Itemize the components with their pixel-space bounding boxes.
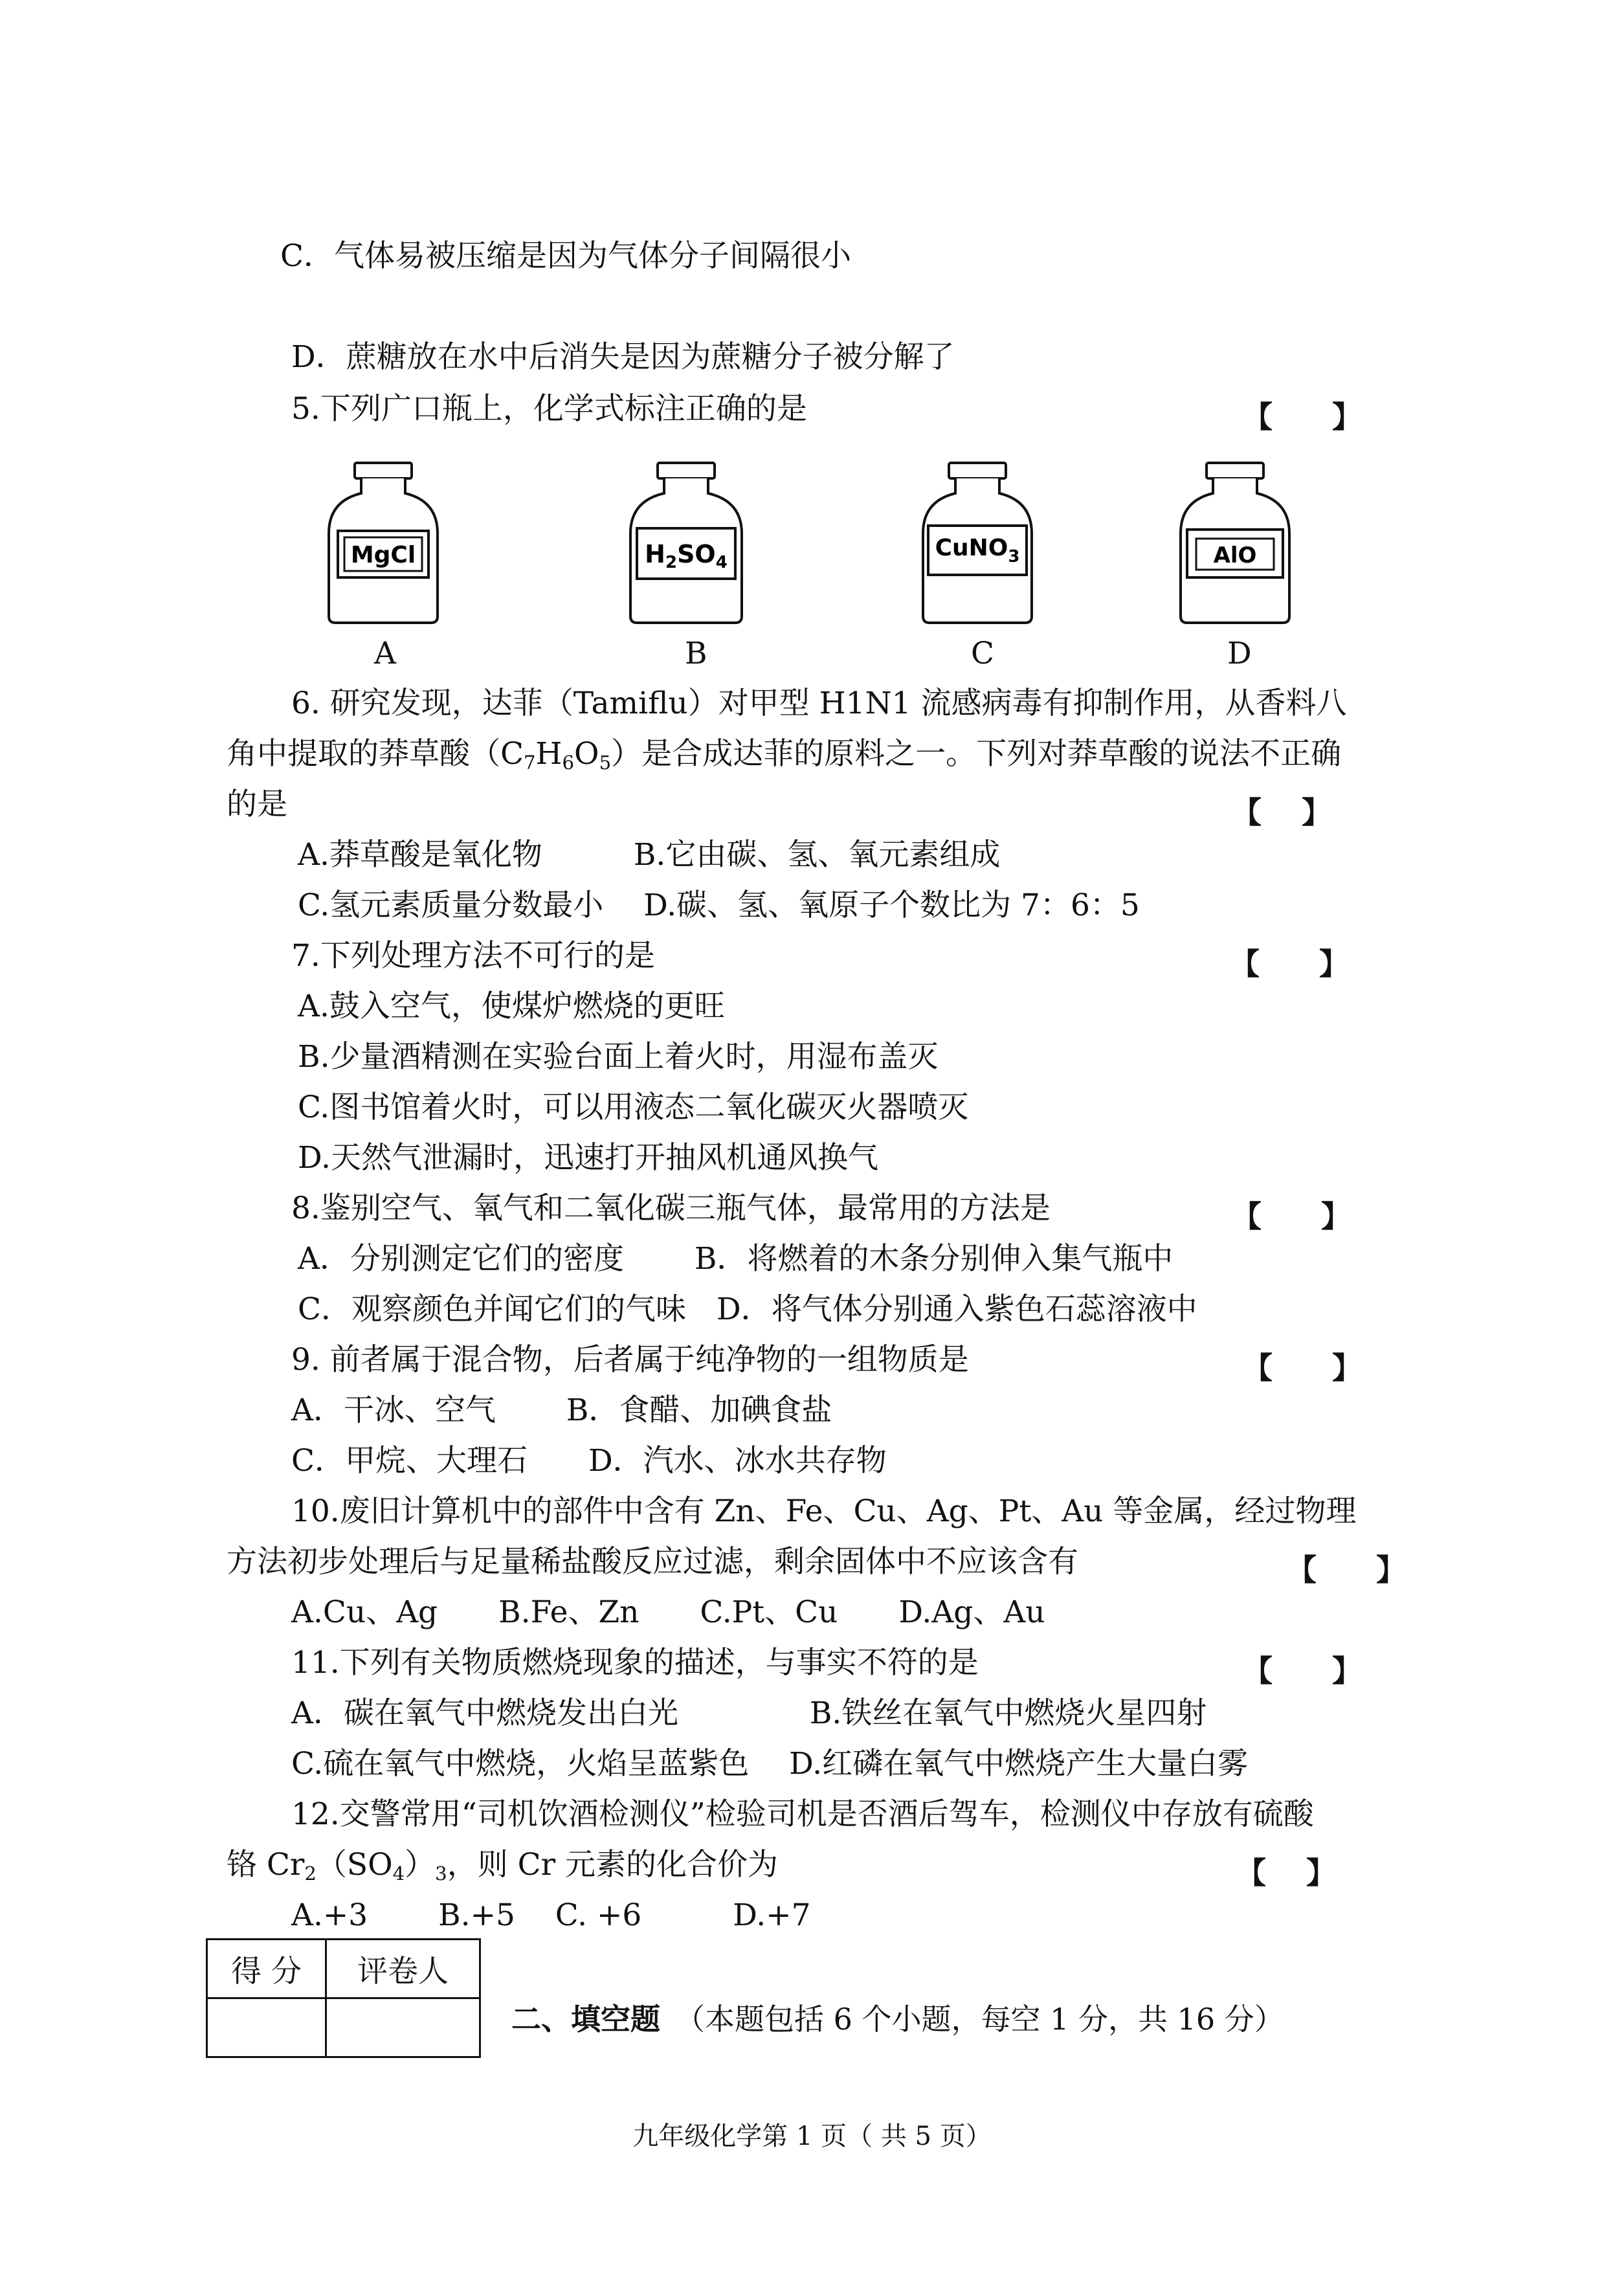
q4-option-d: D．蔗糖放在水中后消失是因为蔗糖分子被分解了 [291, 339, 955, 375]
q7-stem: 7.下列处理方法不可行的是 [291, 938, 655, 974]
q11-options-cd: C.硫在氧气中燃烧，火焰呈蓝紫色 D.红磷在氧气中燃烧产生大量白雾 [291, 1746, 1249, 1782]
q8-answer-bracket: 【 】 [1232, 1199, 1351, 1234]
q6-answer-bracket: 【 】 [1232, 795, 1332, 830]
jar-d-illustration [1177, 461, 1293, 625]
grader-cell[interactable] [326, 1998, 480, 2057]
q9-options-cd: C．甲烷、大理石 D．汽水、冰水共存物 [291, 1443, 887, 1479]
q12-options: A.+3 B.+5 C. +6 D.+7 [291, 1897, 811, 1933]
q7-option-a: A.鼓入空气，使煤炉燃烧的更旺 [298, 989, 725, 1024]
jar-a-letter: A [374, 636, 396, 671]
q8-options-cd: C．观察颜色并闻它们的气味 D．将气体分别通入紫色石蕊溶液中 [298, 1292, 1197, 1327]
q12-stem-line1: 12.交警常用“司机饮酒检测仪”检验司机是否酒后驾车，检测仪中存放有硫酸 [291, 1796, 1314, 1832]
q10-answer-bracket: 【 】 [1287, 1552, 1406, 1587]
jar-b-formula: $H_2SO_4$ [645, 540, 728, 572]
section-2-heading: 二、填空题 （本题包括 6 个小题，每空 1 分，共 16 分） [511, 2002, 1284, 2037]
q7-option-d: D.天然气泄漏时，迅速打开抽风机通风换气 [298, 1140, 878, 1176]
score-header: 得 分 [207, 1940, 326, 1998]
q11-answer-bracket: 【 】 [1243, 1653, 1362, 1688]
jar-c-letter: C [971, 636, 994, 671]
score-table [206, 1938, 481, 2058]
jar-d-letter: D [1227, 636, 1252, 671]
q12-stem-line2: 铬 $Cr_2(SO_4)_3$，则 Cr 元素的化合价为 [227, 1847, 779, 1885]
q7-option-b: B.少量酒精测在实验台面上着火时，用湿布盖灭 [298, 1039, 939, 1075]
q7-answer-bracket: 【 】 [1230, 946, 1349, 981]
q9-options-ab: A．干冰、空气 B．食醋、加碘食盐 [291, 1393, 832, 1428]
q10-stem-line1: 10.废旧计算机中的部件中含有 Zn、Fe、Cu、Ag、Pt、Au 等金属，经过物理 [291, 1493, 1357, 1529]
q4-option-c: C．气体易被压缩是因为气体分子间隔很小 [280, 238, 851, 274]
q12-answer-bracket: 【 】 [1236, 1855, 1337, 1890]
score-cell[interactable] [207, 1998, 326, 2057]
q10-options: A.Cu、Ag B.Fe、Zn C.Pt、Cu D.Ag、Au [291, 1594, 1045, 1630]
q9-stem: 9. 前者属于混合物，后者属于纯净物的一组物质是 [291, 1342, 969, 1378]
q7-option-c: C.图书馆着火时，可以用液态二氧化碳灭火器喷灭 [298, 1090, 969, 1125]
jar-a-illustration [325, 461, 441, 625]
q5-stem: 5.下列广口瓶上，化学式标注正确的是 [291, 391, 807, 427]
q5-answer-bracket: 【 】 [1243, 399, 1362, 434]
grader-header: 评卷人 [326, 1940, 480, 1998]
jar-c-illustration [919, 461, 1036, 625]
jar-c-formula: CuNO$_3$ [935, 535, 1020, 566]
jar-d-formula: AlO [1213, 542, 1257, 568]
q6-stem-line1: 6. 研究发现，达菲（Tamiflu）对甲型 H1N1 流感病毒有抑制作用，从香料八 [291, 686, 1347, 721]
jar-b-illustration [627, 461, 746, 625]
jar-a-formula: MgCl [350, 542, 416, 568]
q6-options-ab: A.莽草酸是氧化物 B.它由碳、氢、氧元素组成 [298, 837, 1001, 873]
q8-stem: 8.鉴别空气、氧气和二氧化碳三瓶气体，最常用的方法是 [291, 1191, 1051, 1226]
q9-answer-bracket: 【 】 [1243, 1350, 1362, 1385]
jar-b-letter: B [685, 636, 707, 671]
q6-stem-line3: 的是 [227, 787, 287, 822]
q6-options-cd: C.氢元素质量分数最小 D.碳、氢、氧原子个数比为 7：6：5 [298, 888, 1140, 923]
q8-options-ab: A．分别测定它们的密度 B．将燃着的木条分别伸入集气瓶中 [298, 1241, 1174, 1277]
q11-stem: 11.下列有关物质燃烧现象的描述，与事实不符的是 [291, 1645, 979, 1681]
page-footer: 九年级化学第 1 页（ 共 5 页） [632, 2121, 992, 2151]
q10-stem-line2: 方法初步处理后与足量稀盐酸反应过滤，剩余固体中不应该含有 [227, 1544, 1078, 1580]
q11-options-ab: A．碳在氧气中燃烧发出白光 B.铁丝在氧气中燃烧火星四射 [291, 1695, 1207, 1731]
q6-stem-line2: 角中提取的莽草酸$(C_7H_6O_5)$是合成达菲的原料之一。下列对莽草酸的说法不正确 [227, 736, 1342, 774]
